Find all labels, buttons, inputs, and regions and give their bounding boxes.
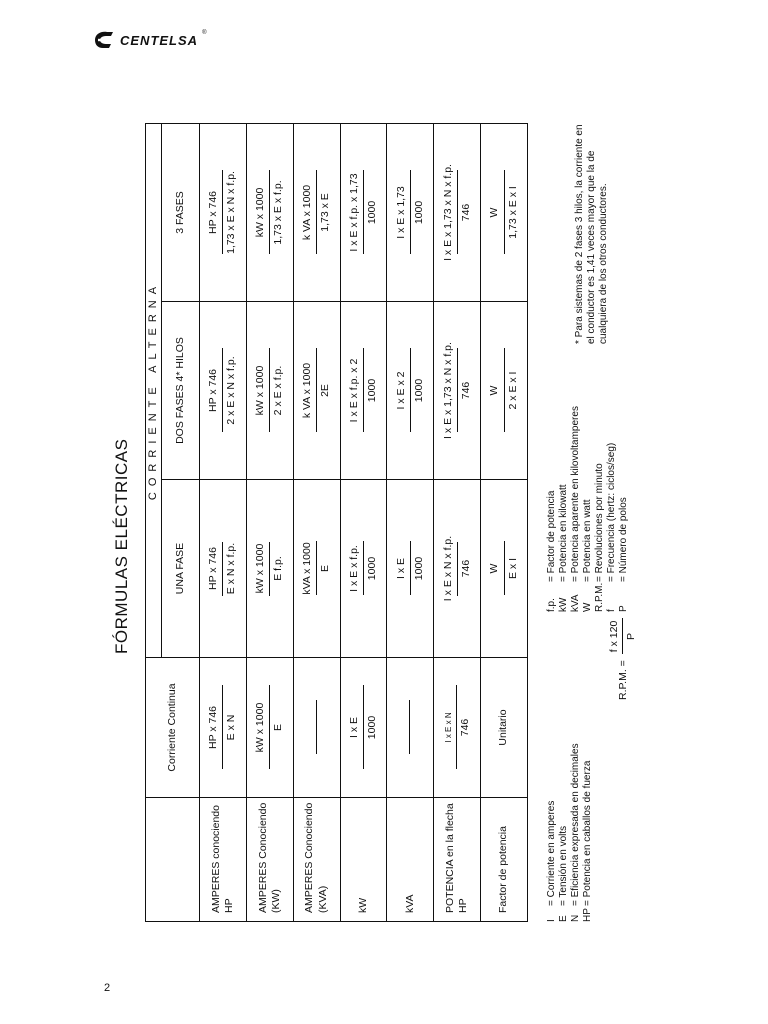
empty-formula-line [316,701,317,755]
denominator: 1000 [365,200,378,225]
numerator: I x E x f.p. x 1,73 [347,173,360,252]
legend-item [606,406,618,612]
numerator: I x E x 1,73 x N x f.p. [441,342,454,439]
numerator: W [488,385,501,396]
denominator: 2 x E x I [506,371,519,410]
legend-description: = Revoluciones por minuto [594,463,605,582]
numerator: HP x 746 [207,706,220,749]
formula-una-fase [200,480,247,658]
row-label: POTENCIA en la flecha HP [434,798,481,922]
legend-item [546,743,558,922]
fraction [442,338,473,443]
legend-description: = Potencia en watt [582,499,593,582]
formula-dos-fases [246,302,293,480]
legend-item [582,743,594,922]
col-header-una-fase: UNA FASE [162,480,200,658]
numerator: I x E x N [444,712,454,743]
row-label: AMPERES Conociendo (KVA) [293,798,340,922]
legend-symbol: N [570,914,581,922]
fraction [207,539,238,598]
legend-left [546,743,594,922]
legend-item [618,406,630,612]
numerator: kW x 1000 [254,702,267,753]
denominator: 746 [459,559,472,578]
legend-description: = Tensión en volts [558,825,569,906]
legend-symbol: f [606,609,617,612]
corner-cell [146,798,200,922]
fraction [488,542,519,596]
numerator: kW x 1000 [254,365,267,416]
table-row [246,123,293,921]
formula-tres-fases [434,123,481,301]
legend-middle [546,406,630,612]
legend-symbol: R.P.M. [594,582,605,612]
formula-una-fase [246,480,293,658]
legend-item [594,406,606,612]
numerator: I x E x N x f.p. [441,535,454,602]
formula-tres-fases [387,123,434,301]
legend-item [582,406,594,612]
denominator: 1,73 x E x N x f.p. [225,171,238,254]
legend-item [546,406,558,612]
rpm-numerator: f x 120 [608,620,620,653]
numerator: I x E [394,558,407,580]
formula-una-fase [340,480,387,658]
formula-tres-fases [293,123,340,301]
legend-description: = Potencia en caballos de fuerza [582,760,593,906]
denominator: E x N x f.p. [225,542,238,595]
legend-symbol: W [582,602,593,612]
legend-symbol: f.p. [546,598,557,612]
row-label: Factor de potencia [481,798,528,922]
trademark: ® [202,30,207,36]
legend-symbol: I [546,919,557,922]
brand-name: CENTELSA [120,32,199,48]
fraction [444,686,472,770]
numerator: I x E x 1,73 [394,186,407,239]
legend-description: = Eficiencia expresada en decimales [570,743,581,906]
fraction [348,349,379,433]
formula-dos-fases [481,302,528,480]
formula-tres-fases [340,123,387,301]
numerator: HP x 746 [207,369,220,412]
legend-description: = Corriente en amperes [546,800,557,906]
header-corriente-alterna: CORRIENTE ALTERNA [146,123,162,657]
formula-cc [246,658,293,798]
fraction [348,169,379,255]
rpm-lhs: R.P.M. = [616,660,629,700]
numerator: I x E x 2 [394,371,407,410]
denominator: 1000 [412,556,425,581]
fraction [488,170,519,254]
formulas-table [145,123,528,922]
legend-item [570,743,582,922]
table-row [481,123,528,921]
formula-dos-fases [434,302,481,480]
fraction [301,538,332,598]
denominator: 746 [459,203,472,222]
denominator: 746 [459,381,472,400]
col-header-3-fases: 3 FASES [162,123,200,301]
legend-description: = Factor de potencia [546,490,557,582]
formula-dos-fases [200,302,247,480]
fraction [395,170,426,254]
legend-description: = Número de polos [618,497,629,582]
legend-description: = Potencia aparente en kilovoltamperes [570,406,581,582]
legend-description: = Frecuencia (hertz: ciclos/seg) [606,442,617,582]
fraction [207,686,238,770]
numerator: HP x 746 [207,547,220,591]
denominator: E [319,565,332,573]
legend-symbol: P [618,605,629,612]
fraction [442,532,473,605]
fraction [301,349,332,433]
denominator: 2 x E x f.p. [272,365,285,416]
legend-symbol: kW [558,597,569,612]
legend-item [558,406,570,612]
formula-tres-fases [481,123,528,301]
formula-cc [340,658,387,798]
denominator: E x I [506,558,519,580]
denominator: 746 [459,718,472,737]
numerator: HP x 746 [207,190,220,234]
numerator: kW x 1000 [254,187,267,238]
formula-dos-fases [340,302,387,480]
numerator: I x E x f.p. [347,545,360,592]
denominator: 2 x E x N x f.p. [225,356,238,425]
formula-una-fase [481,480,528,658]
denominator: E f.p. [272,556,285,581]
formula-tres-fases [200,123,247,301]
denominator: 2E [319,384,332,397]
formula-cc: Unitario [481,658,528,798]
formula-una-fase [293,480,340,658]
numerator: I x E [347,717,360,739]
fraction [348,541,379,596]
fraction [442,160,473,265]
rpm-formula [608,617,637,700]
formula-dos-fases [293,302,340,480]
formula-cc [434,658,481,798]
fraction [207,349,238,433]
numerator: k VA x 1000 [300,184,313,241]
fraction [301,170,332,254]
numerator: W [488,563,501,574]
legend-description: = Potencia en kilowatt [558,484,569,582]
fraction [395,349,426,433]
denominator: 1,73 x E x f.p. [272,180,285,245]
row-label: AMPERES conociendo HP [200,798,247,922]
numerator: kW x 1000 [254,543,267,594]
footnote: * Para sistemas de 2 fases 3 hilos, la corriente en el conductor es 1,41 veces mayor que la de cualquiera de los otros conductores. [574,124,609,344]
legend-item [558,743,570,922]
table-row [293,123,340,921]
formula-dos-fases [387,302,434,480]
fraction [254,686,285,770]
page-title: FÓRMULAS ELÉCTRICAS [112,438,131,654]
table-row [434,123,481,921]
fraction [395,542,426,596]
col-header-dos-fases: DOS FASES 4* HILOS [162,302,200,480]
denominator: 1000 [365,556,378,581]
fraction [207,167,238,258]
denominator: E x N [225,714,238,741]
rpm-denominator: P [625,632,637,640]
formula-una-fase [434,480,481,658]
row-label: kVA [387,798,434,922]
legend-symbol: kVA [570,594,581,612]
denominator: 1,73 x E [319,193,332,232]
denominator: 1000 [365,378,378,403]
formula-tres-fases [246,123,293,301]
numerator: k VA x 1000 [300,362,313,419]
formula-cc [200,658,247,798]
numerator: I x E x 1,73 x N x f.p. [441,164,454,261]
legend-item [570,406,582,612]
formula-cc [387,658,434,798]
table-row [387,123,434,921]
fraction [254,170,285,254]
denominator: 1,73 x E x I [506,186,519,239]
fraction [348,686,379,770]
numerator: kVA x 1000 [300,542,313,595]
fraction [254,540,285,598]
denominator: 1000 [412,378,425,403]
numerator: I x E x f.p. x 2 [347,358,360,423]
fraction [488,349,519,433]
denominator: 1000 [365,715,378,740]
table-row [340,123,387,921]
formula-cc [293,658,340,798]
legend-symbol: HP [582,908,593,922]
empty-formula-line [409,701,410,755]
col-header-cc: Corriente Continua [146,658,200,798]
numerator: W [488,207,501,218]
legend-symbol: E [558,915,569,922]
fraction [254,349,285,433]
denominator: E [272,724,285,732]
table-row [200,123,247,921]
formula-una-fase [387,480,434,658]
row-label: kW [340,798,387,922]
denominator: 1000 [412,200,425,225]
page-number: 2 [104,982,111,994]
row-label: AMPERES Conociendo (KW) [246,798,293,922]
